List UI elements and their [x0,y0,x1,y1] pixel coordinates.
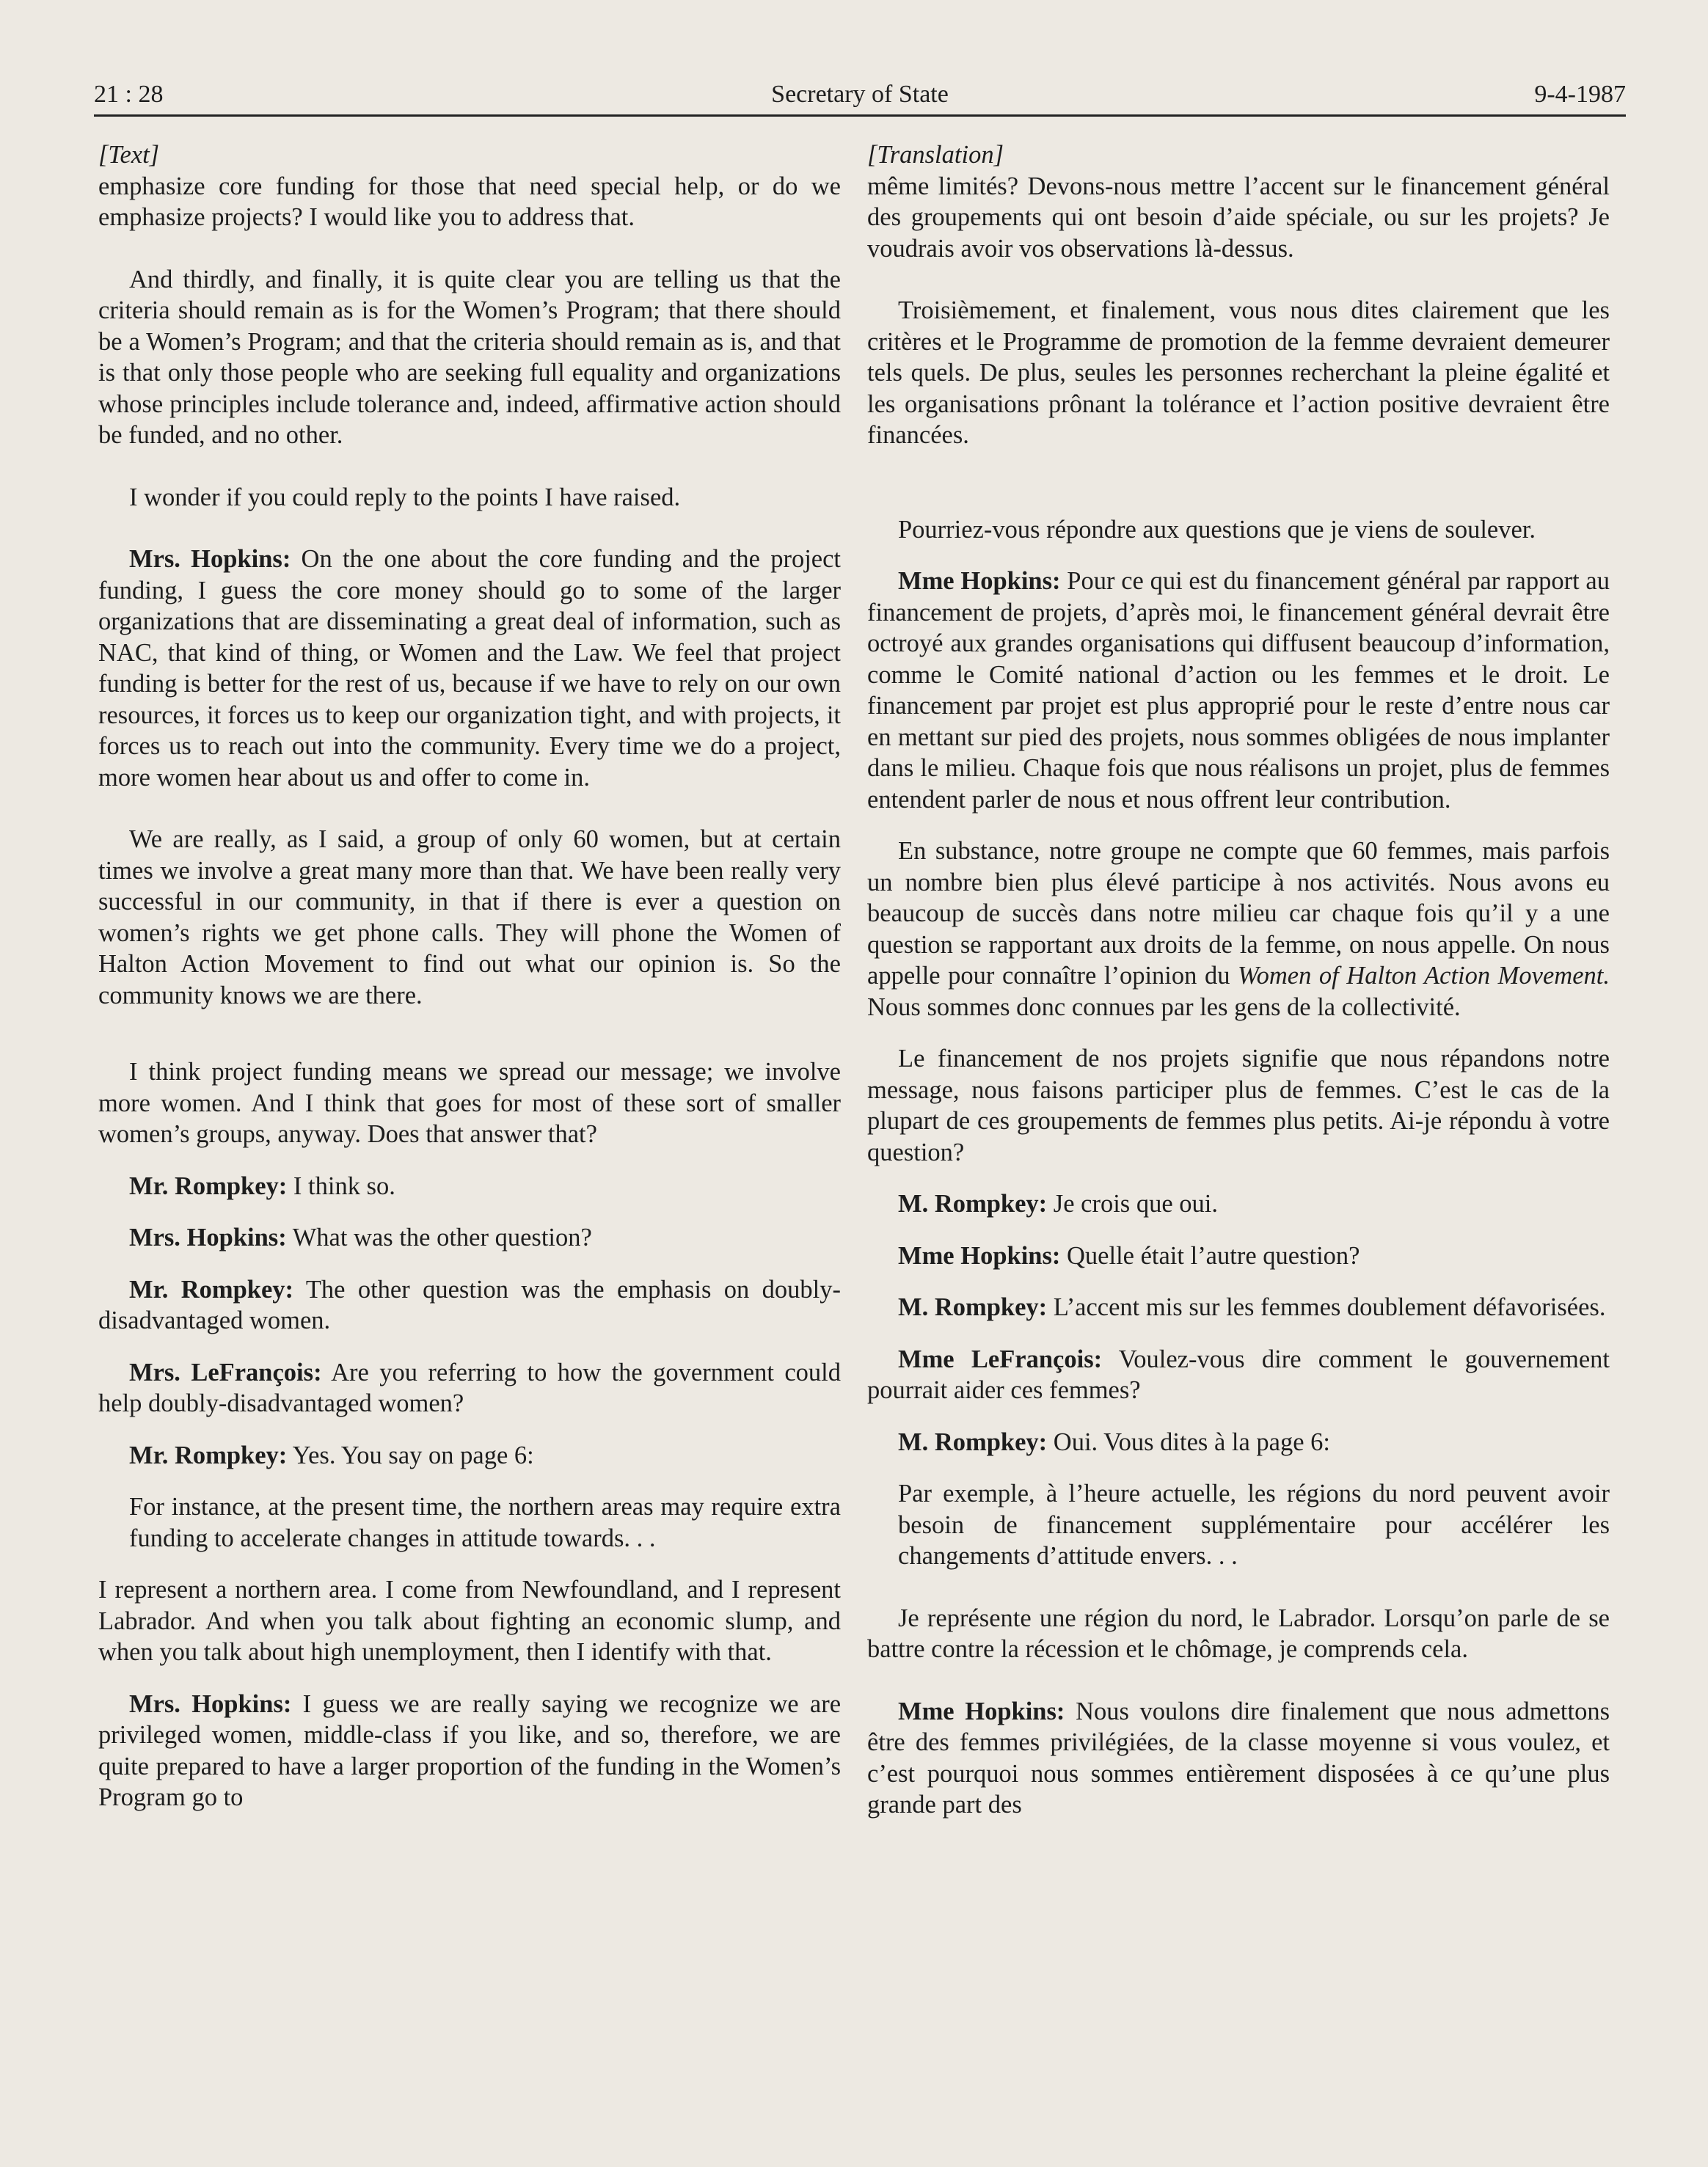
speech-paragraph [867,1696,1610,1821]
paragraph: emphasize core funding for those that need special help, or do we emphasize projects? I would like you to address that. [98,172,841,231]
page-header [94,76,1626,117]
french-column [867,139,1610,1821]
speaker-name: Mrs. Hopkins: [129,1689,292,1718]
speaker-name: Mme Hopkins: [898,1697,1065,1725]
speech-paragraph [867,1240,1610,1272]
speech-text: I think so. [287,1172,395,1200]
speech-paragraph [98,1689,841,1813]
paragraph: And thirdly, and finally, it is quite clear you are telling us that the criteria should remain as is for the Women’s Program; that there should be a Women’s Program; and that the criteria should remain as is, and that is that only those people who are seeking full equality and organizations whose principles include tolerance and, indeed, affirmative action should be funded, and no other. [98,265,841,449]
speech-text: Quelle était l’autre question? [1060,1241,1360,1270]
translation-label: [Translation] [867,141,1004,169]
speech-text: What was the other question? [286,1224,592,1251]
speech-paragraph [98,1222,841,1254]
speaker-name: Mrs. Hopkins: [129,1224,287,1251]
paragraph: Pourriez-vous répondre aux questions que je viens de soulever. [898,515,1536,544]
speaker-name: Mme Hopkins: [898,567,1061,595]
speaker-name: Mr. Rompkey: [129,1441,288,1469]
english-column [98,139,841,1813]
paragraph: We are really, as I said, a group of only 60 women, but at certain times we involve a great many more than that. We have been really very successful in our community, in that if there is ever a question on women’s rights we get phone calls. They will phone the Women of Halton Action Movement to find out what our opinion is. So the community knows we are there. [98,825,841,1009]
paragraph: Troisièmement, et finalement, vous nous dites clairement que les critères et le Programme de promotion de la femme devraient demeurer tels quels. De plus, seules les personnes recherchant la pleine égalité et les organisations prônant la tolérance et l’action positive devraient être financées. [867,296,1610,449]
speaker-name: Mr. Rompkey: [129,1172,288,1200]
page-number: 21 : 28 [94,81,164,108]
speaker-name: M. Rompkey: [898,1428,1048,1456]
speech-text: Oui. Vous dites à la page 6: [1047,1428,1331,1456]
speech-paragraph [98,544,841,793]
paragraph: même limités? Devons-nous mettre l’accent sur le financement général des groupements qui ont besoin d’aide spéciale, ou sur les projets? Je voudrais avoir vos observations là-dessus. [867,172,1610,263]
session-date: 9-4-1987 [1534,81,1626,108]
organization-name: Women of Halton Action Movement. [1238,962,1610,990]
speaker-name: M. Rompkey: [898,1190,1048,1218]
text-label: [Text] [98,141,160,169]
paragraph-text: Nous sommes donc connues par les gens de la collectivité. [867,993,1461,1021]
speech-text: Pour ce qui est du financement général par rapport au financement de projets, d’après moi, le financement général devrait être octroyé aux grandes organisations qui diffusent beaucoup d’information, comme le Comité national d’action ou les femmes et le droit. Le financement par projet est plus approprié pour le reste d’entre nous car en mettant sur pied des projets, nous sommes obligées de nous implanter dans le milieu. Chaque fois que nous réalisons un projet, plus de femmes entendent parler de nous et nous offrent leur contribution. [867,567,1610,814]
paragraph: I represent a northern area. I come from Newfoundland, and I represent Labrador. And when you talk about fighting an economic slump, and when you talk about high unemployment, then I identify with that. [98,1576,841,1666]
speaker-name: Mr. Rompkey: [129,1275,294,1304]
speech-paragraph [98,1357,841,1419]
speech-paragraph [98,1440,841,1472]
speech-paragraph [867,1344,1610,1406]
speech-text: On the one about the core funding and the project funding, I guess the core money should go to some of the larger organizations that are disseminating a great deal of information, such as NAC, that kind of thing, or Women and the Law. We feel that project funding is better for the rest of us, because if we have to rely on our own resources, it forces us to keep our organization tight, and with projects, it forces us to reach out into the community. Every time we do a project, more women hear about us and offer to come in. [98,545,841,792]
speaker-name: Mrs. LeFrançois: [129,1358,322,1386]
speech-paragraph [98,1274,841,1337]
speech-text: Voulez-vous dire comment le gouvernement pourrait aider ces femmes? [867,1345,1610,1404]
speech-text: Are you referring to how the government could help doubly-disadvantaged women? [98,1358,841,1417]
speaker-name: Mme LeFrançois: [898,1345,1103,1373]
speech-paragraph [867,1188,1610,1220]
running-title: Secretary of State [771,81,949,108]
speech-text: L’accent mis sur les femmes doublement défavorisées. [1047,1293,1606,1321]
speech-text: Je crois que oui. [1047,1190,1218,1218]
speech-paragraph [867,566,1610,815]
speech-paragraph [867,1427,1610,1458]
speaker-name: Mme Hopkins: [898,1241,1061,1270]
speech-text: Nous voulons dire finalement que nous admettons être des femmes privilégiées, de la classe moyenne si vous voulez, et c’est pourquoi nous sommes entièrement disposées à ce qu’une plus grande part des [867,1697,1610,1819]
speech-text: The other question was the emphasis on doubly-disadvantaged women. [98,1275,841,1334]
paragraph-text: En substance, notre groupe ne compte que 60 femmes, mais parfois un nombre bien plus élevé participe à nos activités. Nous avons eu beaucoup de succès dans notre milieu car chaque fois qu’il y a une question se rapportant aux droits de la femme, on nous appelle. On nous appelle pour connaître l’opinion du [867,837,1610,990]
speech-paragraph [867,1292,1610,1323]
paragraph [867,836,1610,1023]
quoted-passage: For instance, at the present time, the northern areas may require extra funding to accelerate changes in attitude towards. . . [129,1493,841,1552]
speech-text: Yes. You say on page 6: [287,1441,534,1469]
speaker-name: M. Rompkey: [898,1293,1048,1321]
paragraph: I wonder if you could reply to the points I have raised. [129,483,681,511]
paragraph: I think project funding means we spread our message; we involve more women. And I think that goes for most of these sort of smaller women’s groups, anyway. Does that answer that? [98,1058,841,1148]
paragraph: Je représente une région du nord, le Labrador. Lorsqu’on parle de se battre contre la récession et le chômage, je comprends cela. [867,1604,1610,1663]
paragraph: Le financement de nos projets signifie que nous répandons notre message, nous faisons participer plus de femmes. C’est le cas de la plupart de ces groupements de femmes plus petits. Ai-je répondu à votre question? [867,1045,1610,1166]
speech-paragraph [98,1171,841,1202]
speaker-name: Mrs. Hopkins: [129,545,291,573]
speech-text: I guess we are really saying we recognize we are privileged women, middle-class if you like, and so, therefore, we are quite prepared to have a larger proportion of the funding in the Women’s Program go to [98,1689,842,1811]
quoted-passage: Par exemple, à l’heure actuelle, les régions du nord peuvent avoir besoin de financement supplémentaire pour accélérer les changements d’attitude envers. . . [898,1480,1610,1570]
